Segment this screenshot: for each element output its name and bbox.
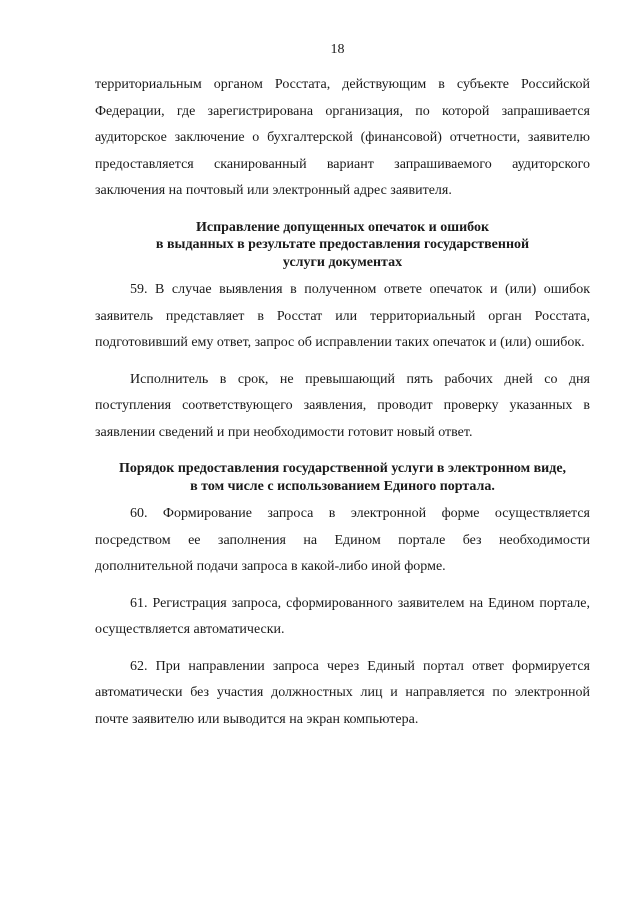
heading-line: в выданных в результате предоставления государственной bbox=[155, 237, 530, 252]
paragraph-continuation: территориальным органом Росстата, действующим в субъекте Российской Федерации, где зарегистрирована организация, по которой запрашивается аудиторское заключение о бухгалтерской (финансовой) отчетности, заявителю предоставляется сканированный вариант запрашиваемого аудиторского заключения на почтовый или электронный адрес заявителя. bbox=[95, 77, 590, 198]
page-number: 18 bbox=[330, 42, 345, 57]
paragraph-59: 59. В случае выявления в полученном ответе опечаток и (или) ошибок заявитель представляет в Росстат или территориальный орган Росстата, подготовивший ему ответ, запрос об исправлении таких опечаток и (или) ошибок. bbox=[95, 282, 590, 350]
paragraph-62: 62. При направлении запроса через Единый портал ответ формируется автоматически без участия должностных лиц и направляется по электронной почте заявителю или выводится на экран компьютера. bbox=[95, 658, 590, 727]
heading-line: Порядок предоставления государственной услуги в электронном виде, bbox=[118, 461, 567, 476]
heading-line: Исправление допущенных опечаток и ошибок bbox=[195, 219, 490, 235]
paragraph-61: 61. Регистрация запроса, сформированного заявителем на Едином портале, осуществляется автоматически. bbox=[95, 595, 590, 637]
heading-line: в том числе с использованием Единого портала. bbox=[190, 478, 495, 494]
section-heading-electronic bbox=[95, 460, 590, 495]
paragraph-60: 60. Формирование запроса в электронной форме осуществляется посредством ее заполнения на Едином портале без необходимости дополнительной подачи запроса в какой-либо иной форме. bbox=[95, 506, 590, 574]
heading-line: услуги документах bbox=[282, 254, 403, 270]
paragraph-59-executor: Исполнитель в срок, не превышающий пять рабочих дней со дня поступления соответствующего заявления, проводит проверку указанных в заявлении сведений и при необходимости готовит новый ответ. bbox=[95, 371, 590, 440]
section-heading-corrections bbox=[95, 219, 590, 272]
